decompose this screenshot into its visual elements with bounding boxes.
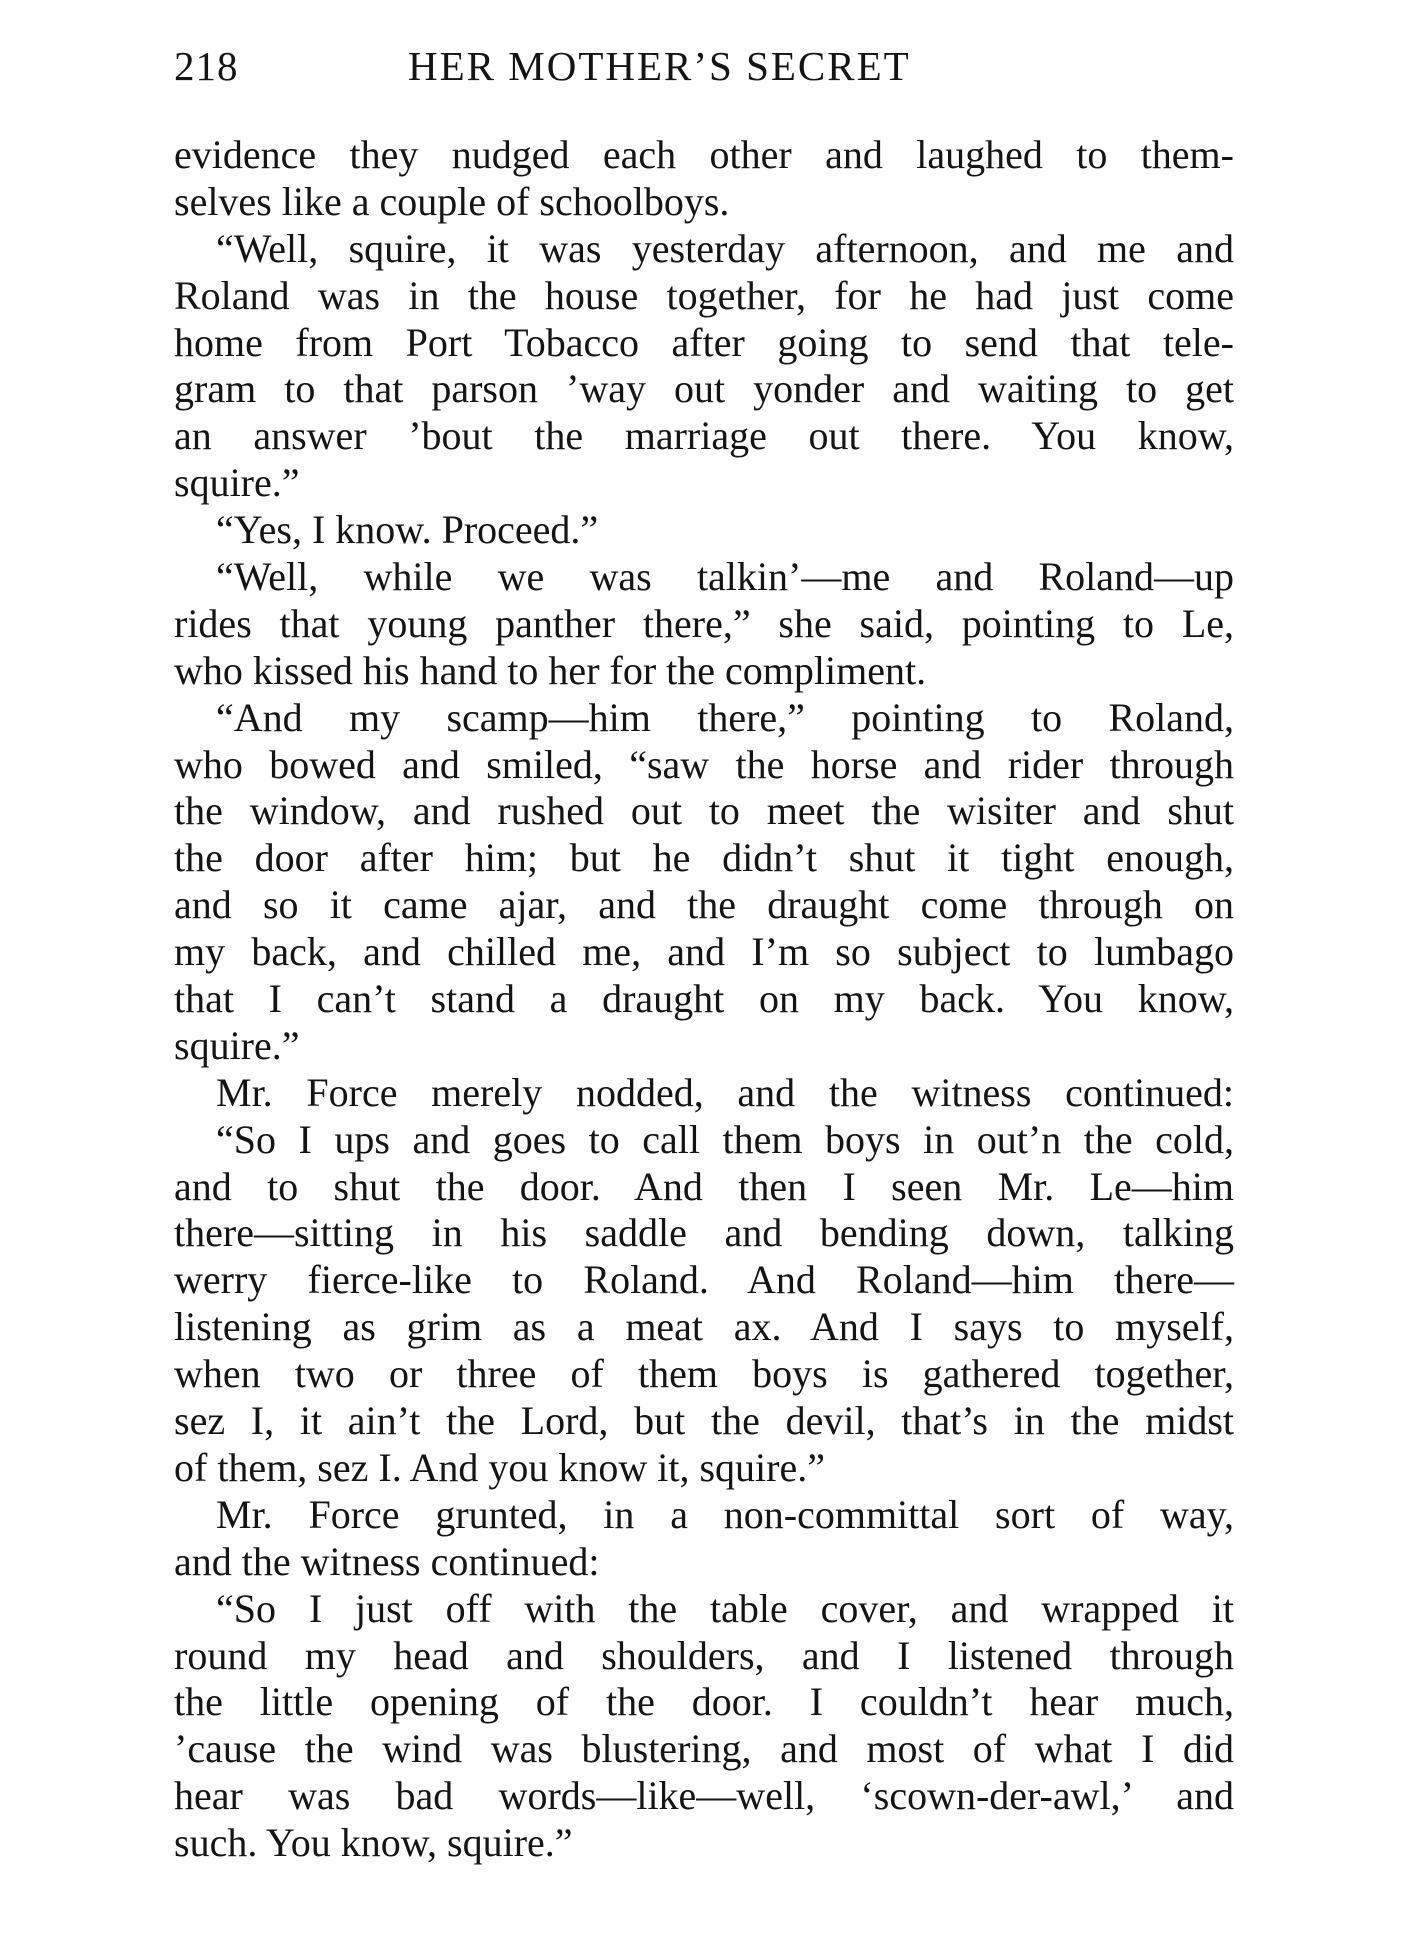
text-line: an answer ’bout the marriage out there. You know,: [174, 413, 1234, 459]
text-line: who kissed his hand to her for the compliment.: [174, 647, 927, 693]
text-line: round my head and shoulders, and I listened through: [174, 1632, 1234, 1678]
text-line: of them, sez I. And you know it, squire.”: [174, 1444, 825, 1490]
text-line: “Well, while we was talkin’—me and Roland—up: [216, 554, 1234, 600]
text-line: squire.”: [174, 1022, 300, 1068]
text-line: such. You know, squire.”: [174, 1820, 573, 1866]
text-line: “So I ups and goes to call them boys in out’n the cold,: [216, 1116, 1234, 1162]
text-line: gram to that parson ’way out yonder and waiting to get: [174, 366, 1234, 412]
text-line: Roland was in the house together, for he had just come: [174, 272, 1234, 318]
text-line: “So I just off with the table cover, and wrapped it: [216, 1585, 1234, 1631]
text-line: squire.”: [174, 460, 300, 506]
text-line: Mr. Force grunted, in a non-committal sort of way,: [216, 1491, 1234, 1537]
text-line: selves like a couple of schoolboys.: [174, 178, 730, 224]
running-title: HER MOTHER’S SECRET: [408, 43, 911, 89]
text-line: listening as grim as a meat ax. And I says to myself,: [174, 1304, 1234, 1350]
text-line: when two or three of them boys is gathered together,: [174, 1351, 1234, 1397]
text-line: the window, and rushed out to meet the wisiter and shut: [174, 788, 1234, 834]
text-line: “And my scamp—him there,” pointing to Roland,: [216, 694, 1234, 740]
text-line: and the witness continued:: [174, 1538, 600, 1584]
text-line: “Yes, I know. Proceed.”: [216, 507, 599, 553]
text-line: hear was bad words—like—well, ‘scown-der-awl,’ and: [174, 1773, 1234, 1819]
text-line: there—sitting in his saddle and bending down, talking: [174, 1210, 1234, 1256]
text-line: ’cause the wind was blustering, and most of what I did: [174, 1726, 1234, 1772]
body-text: [174, 132, 1234, 1867]
text-line: that I can’t stand a draught on my back. You know,: [174, 976, 1234, 1022]
text-line: werry fierce-like to Roland. And Roland—him there—: [174, 1257, 1234, 1303]
text-line: Mr. Force merely nodded, and the witness continued:: [216, 1069, 1234, 1115]
text-line: my back, and chilled me, and I’m so subject to lumbago: [174, 929, 1234, 975]
text-line: the little opening of the door. I couldn’t hear much,: [174, 1679, 1234, 1725]
text-line: rides that young panther there,” she said, pointing to Le,: [174, 600, 1234, 646]
text-line: sez I, it ain’t the Lord, but the devil, that’s in the midst: [174, 1398, 1234, 1444]
text-line: and so it came ajar, and the draught come through on: [174, 882, 1234, 928]
text-line: who bowed and smiled, “saw the horse and rider through: [174, 741, 1234, 787]
text-line: the door after him; but he didn’t shut it tight enough,: [174, 835, 1234, 881]
text-line: and to shut the door. And then I seen Mr. Le—him: [174, 1163, 1234, 1209]
running-head: [174, 42, 1234, 98]
text-line: evidence they nudged each other and laughed to them-: [174, 132, 1234, 177]
page-number: 218: [174, 43, 239, 89]
text-line: home from Port Tobacco after going to send that tele-: [174, 319, 1234, 365]
text-line: “Well, squire, it was yesterday afternoon, and me and: [216, 225, 1234, 271]
